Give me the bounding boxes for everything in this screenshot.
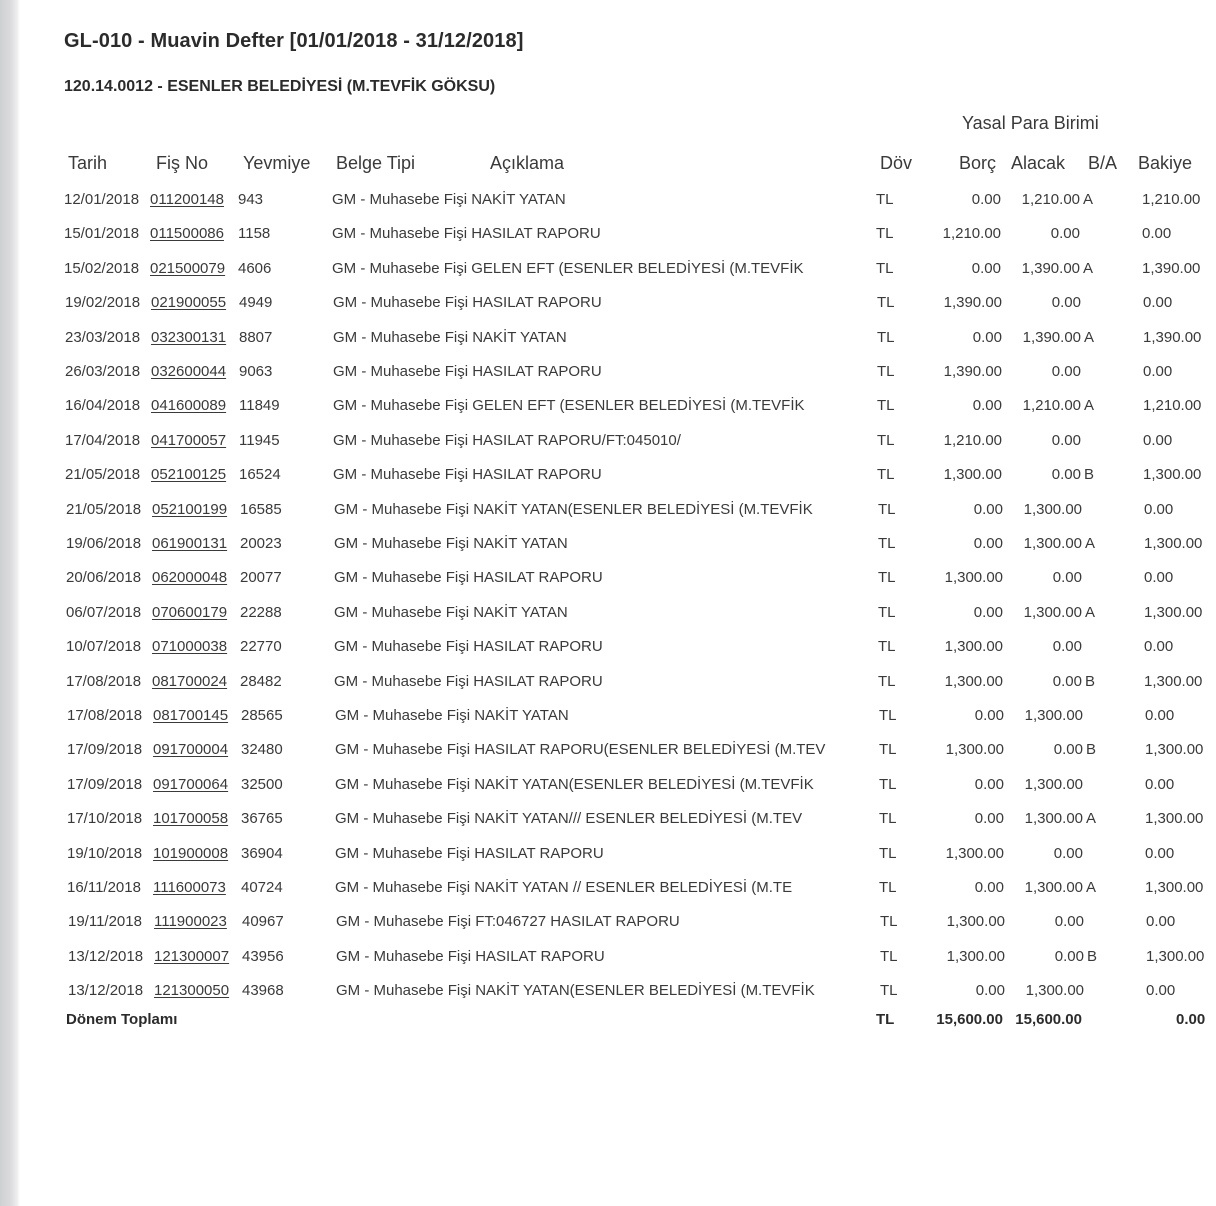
cell-ba: B: [1087, 948, 1098, 965]
table-row: [0, 947, 1205, 981]
cell-borc: 1,390.00: [943, 294, 1002, 311]
cell-aciklama: GM - Muhasebe Fişi NAKİT YATAN(ESENLER BELEDİYESİ (M.TEVFİK: [335, 776, 814, 793]
cell-tarih: 12/01/2018: [64, 191, 140, 208]
cell-yevmiye: 28482: [240, 673, 282, 690]
cell-alacak: 1,390.00: [1022, 329, 1081, 346]
cell-alacak: 0.00: [1054, 948, 1084, 965]
cell-yevmiye: 16585: [240, 501, 282, 518]
cell-yevmiye: 22770: [240, 638, 282, 655]
cell-fis-no[interactable]: 032600044: [151, 363, 227, 380]
cell-ba: A: [1085, 535, 1096, 552]
cell-aciklama: GM - Muhasebe Fişi NAKİT YATAN: [335, 707, 569, 724]
cell-borc: 0.00: [973, 501, 1003, 518]
cell-bakiye: 0.00: [1145, 845, 1175, 862]
cell-yevmiye: 8807: [239, 329, 273, 346]
cell-ba: B: [1085, 673, 1096, 690]
table-row: [0, 431, 1200, 465]
cell-ba: A: [1083, 191, 1094, 208]
cell-bakiye: 0.00: [1144, 501, 1174, 518]
cell-tarih: 13/12/2018: [68, 982, 144, 999]
cell-borc: 0.00: [971, 260, 1001, 277]
cell-bakiye: 0.00: [1146, 982, 1176, 999]
cell-bakiye: 1,300.00: [1144, 673, 1203, 690]
cell-alacak: 0.00: [1052, 638, 1082, 655]
cell-fis-no[interactable]: 041600089: [151, 397, 227, 414]
col-header-aciklama: Açıklama: [490, 153, 565, 173]
cell-tarih: 23/03/2018: [65, 329, 141, 346]
cell-aciklama: GM - Muhasebe Fişi NAKİT YATAN: [332, 191, 566, 208]
cell-tarih: 20/06/2018: [66, 569, 142, 586]
cell-dov: TL: [878, 569, 896, 586]
cell-bakiye: 0.00: [1143, 363, 1173, 380]
cell-fis-no[interactable]: 091700004: [153, 741, 229, 758]
table-row: [0, 568, 1200, 602]
cell-aciklama: GM - Muhasebe Fişi HASILAT RAPORU/FT:045010/: [333, 432, 681, 449]
cell-alacak: 0.00: [1052, 569, 1082, 586]
cell-dov: TL: [878, 604, 896, 621]
cell-dov: TL: [877, 363, 895, 380]
cell-borc: 0.00: [972, 397, 1002, 414]
cell-bakiye: 0.00: [1142, 225, 1172, 242]
period-total-alacak: 15,600.00: [1015, 1011, 1082, 1028]
cell-borc: 1,300.00: [945, 845, 1004, 862]
cell-ba: A: [1084, 397, 1095, 414]
col-header-borc: Borç: [958, 153, 996, 173]
cell-borc: 0.00: [971, 191, 1001, 208]
cell-yevmiye: 43956: [242, 948, 284, 965]
cell-alacak: 0.00: [1051, 363, 1081, 380]
cell-tarih: 17/04/2018: [65, 432, 141, 449]
cell-yevmiye: 32480: [241, 741, 283, 758]
cell-alacak: 1,300.00: [1025, 982, 1084, 999]
cell-yevmiye: 40967: [242, 913, 284, 930]
table-row: [0, 328, 1200, 362]
table-row: [0, 637, 1200, 671]
cell-dov: TL: [876, 191, 894, 208]
cell-ba: A: [1084, 329, 1095, 346]
cell-alacak: 1,300.00: [1023, 535, 1082, 552]
cell-alacak: 0.00: [1050, 225, 1080, 242]
cell-bakiye: 0.00: [1145, 776, 1175, 793]
cell-borc: 1,210.00: [943, 432, 1002, 449]
cell-borc: 1,300.00: [945, 741, 1004, 758]
table-row: [0, 224, 1200, 258]
cell-yevmiye: 4606: [238, 260, 272, 277]
cell-yevmiye: 28565: [241, 707, 283, 724]
col-header-ba: B/A: [1088, 153, 1118, 173]
cell-tarih: 16/04/2018: [65, 397, 141, 414]
cell-aciklama: GM - Muhasebe Fişi HASILAT RAPORU: [336, 948, 605, 965]
cell-yevmiye: 36904: [241, 845, 283, 862]
cell-tarih: 21/05/2018: [66, 501, 142, 518]
cell-yevmiye: 11945: [239, 432, 280, 449]
currency-group-header: Yasal Para Birimi: [962, 113, 1099, 133]
cell-dov: TL: [879, 707, 897, 724]
cell-bakiye: 1,390.00: [1143, 329, 1202, 346]
cell-alacak: 1,390.00: [1021, 260, 1080, 277]
cell-aciklama: GM - Muhasebe Fişi NAKİT YATAN(ESENLER BELEDİYESİ (M.TEVFİK: [334, 501, 813, 518]
period-total-borc: 15,600.00: [936, 1011, 1003, 1028]
cell-tarih: 21/05/2018: [65, 466, 141, 483]
cell-borc: 0.00: [974, 879, 1004, 896]
cell-tarih: 10/07/2018: [66, 638, 142, 655]
table-row: [0, 500, 1200, 534]
cell-borc: 1,300.00: [943, 466, 1002, 483]
cell-dov: TL: [876, 225, 894, 242]
cell-aciklama: GM - Muhasebe Fişi GELEN EFT (ESENLER BELEDİYESİ (M.TEVFİK: [333, 397, 805, 414]
cell-fis-no[interactable]: 121300050: [154, 982, 230, 999]
col-header-alacak: Alacak: [1011, 153, 1066, 173]
cell-fis-no[interactable]: 041700057: [151, 432, 227, 449]
period-total-row: [0, 1010, 1206, 1040]
cell-tarih: 19/02/2018: [65, 294, 141, 311]
cell-bakiye: 0.00: [1144, 569, 1174, 586]
cell-fis-no[interactable]: 062000048: [152, 569, 228, 586]
cell-dov: TL: [878, 535, 896, 552]
table-row: [0, 603, 1203, 637]
cell-alacak: 0.00: [1052, 673, 1082, 690]
cell-fis-no[interactable]: 021500079: [150, 260, 226, 277]
cell-alacak: 1,300.00: [1023, 501, 1082, 518]
cell-borc: 1,300.00: [944, 638, 1003, 655]
cell-dov: TL: [877, 397, 895, 414]
col-header-tarih: Tarih: [68, 153, 108, 173]
col-header-dov: Döv: [880, 153, 913, 173]
cell-aciklama: GM - Muhasebe Fişi NAKİT YATAN: [333, 329, 567, 346]
cell-fis-no[interactable]: 052100199: [152, 501, 228, 518]
cell-aciklama: GM - Muhasebe Fişi HASILAT RAPORU: [333, 294, 602, 311]
table-row: [0, 362, 1200, 396]
cell-aciklama: GM - Muhasebe Fişi FT:046727 HASILAT RAPORU: [336, 913, 680, 930]
cell-dov: TL: [880, 982, 898, 999]
cell-aciklama: GM - Muhasebe Fişi HASILAT RAPORU: [333, 363, 602, 380]
table-row: [0, 844, 1200, 878]
cell-aciklama: GM - Muhasebe Fişi HASILAT RAPORU: [334, 673, 603, 690]
cell-bakiye: 0.00: [1145, 707, 1175, 724]
cell-alacak: 1,300.00: [1023, 604, 1082, 621]
cell-ba: A: [1086, 879, 1097, 896]
table-row: [0, 740, 1204, 774]
cell-tarih: 17/09/2018: [67, 741, 143, 758]
cell-dov: TL: [880, 913, 898, 930]
cell-dov: TL: [879, 776, 897, 793]
table-row: [0, 396, 1200, 430]
cell-fis-no[interactable]: 071000038: [152, 638, 228, 655]
cell-borc: 1,300.00: [944, 569, 1003, 586]
cell-dov: TL: [879, 845, 897, 862]
cell-fis-no[interactable]: 061900131: [152, 535, 228, 552]
cell-dov: TL: [878, 501, 896, 518]
cell-fis-no[interactable]: 111600073: [153, 879, 226, 896]
cell-yevmiye: 20077: [240, 569, 282, 586]
cell-alacak: 1,300.00: [1024, 810, 1083, 827]
cell-fis-no[interactable]: 021900055: [151, 294, 227, 311]
cell-bakiye: 0.00: [1143, 432, 1173, 449]
cell-bakiye: 0.00: [1143, 294, 1173, 311]
cell-alacak: 0.00: [1053, 741, 1083, 758]
col-header-bakiye: Bakiye: [1138, 153, 1193, 173]
cell-dov: TL: [877, 466, 895, 483]
cell-bakiye: 1,300.00: [1146, 948, 1205, 965]
cell-fis-no[interactable]: 101700058: [153, 810, 229, 827]
cell-alacak: 1,300.00: [1024, 776, 1083, 793]
cell-yevmiye: 4949: [239, 294, 273, 311]
cell-bakiye: 1,300.00: [1143, 466, 1202, 483]
cell-tarih: 06/07/2018: [66, 604, 142, 621]
table-row: [0, 293, 1200, 327]
account-title: 120.14.0012 - ESENLER BELEDİYESİ (M.TEVFİK GÖKSU): [64, 78, 496, 95]
cell-fis-no[interactable]: 011500086: [150, 225, 224, 242]
cell-bakiye: 1,300.00: [1144, 535, 1203, 552]
cell-borc: 1,390.00: [943, 363, 1002, 380]
cell-aciklama: GM - Muhasebe Fişi HASILAT RAPORU: [334, 638, 603, 655]
period-total-bakiye: 0.00: [1176, 1011, 1206, 1028]
cell-fis-no[interactable]: 101900008: [153, 845, 229, 862]
cell-fis-no[interactable]: 081700024: [152, 673, 228, 690]
cell-aciklama: GM - Muhasebe Fişi NAKİT YATAN: [334, 604, 568, 621]
cell-aciklama: GM - Muhasebe Fişi NAKİT YATAN: [334, 535, 568, 552]
table-row: [0, 912, 1200, 946]
cell-borc: 0.00: [973, 604, 1003, 621]
cell-alacak: 0.00: [1053, 845, 1083, 862]
cell-aciklama: GM - Muhasebe Fişi HASILAT RAPORU: [332, 225, 601, 242]
cell-dov: TL: [876, 260, 894, 277]
cell-fis-no[interactable]: 052100125: [151, 466, 227, 483]
cell-borc: 0.00: [974, 776, 1004, 793]
cell-dov: TL: [878, 673, 896, 690]
cell-yevmiye: 36765: [241, 810, 283, 827]
cell-dov: TL: [879, 741, 897, 758]
cell-ba: A: [1085, 604, 1096, 621]
table-row: [0, 190, 1200, 224]
cell-bakiye: 1,300.00: [1145, 810, 1204, 827]
cell-fis-no[interactable]: 011200148: [150, 191, 224, 208]
cell-bakiye: 1,210.00: [1143, 397, 1202, 414]
cell-ba: A: [1086, 810, 1097, 827]
cell-aciklama: GM - Muhasebe Fişi NAKİT YATAN(ESENLER BELEDİYESİ (M.TEVFİK: [336, 982, 815, 999]
cell-dov: TL: [879, 879, 897, 896]
cell-ba: B: [1086, 741, 1097, 758]
cell-fis-no[interactable]: 121300007: [154, 948, 230, 965]
cell-borc: 0.00: [975, 982, 1005, 999]
cell-tarih: 13/12/2018: [68, 948, 144, 965]
cell-borc: 1,300.00: [946, 913, 1005, 930]
cell-dov: TL: [878, 638, 896, 655]
cell-bakiye: 1,300.00: [1145, 741, 1204, 758]
report-title: GL-010 - Muavin Defter [01/01/2018 - 31/12/2018]: [64, 30, 524, 52]
cell-borc: 0.00: [974, 810, 1004, 827]
cell-bakiye: 1,210.00: [1142, 191, 1201, 208]
cell-tarih: 17/08/2018: [67, 707, 143, 724]
cell-borc: 0.00: [974, 707, 1004, 724]
cell-fis-no[interactable]: 081700145: [153, 707, 229, 724]
table-row: [0, 809, 1204, 843]
cell-aciklama: GM - Muhasebe Fişi GELEN EFT (ESENLER BELEDİYESİ (M.TEVFİK: [332, 260, 804, 277]
cell-yevmiye: 943: [238, 191, 264, 208]
cell-aciklama: GM - Muhasebe Fişi HASILAT RAPORU: [333, 466, 602, 483]
cell-fis-no[interactable]: 111900023: [154, 913, 227, 930]
cell-dov: TL: [879, 810, 897, 827]
cell-yevmiye: 16524: [239, 466, 281, 483]
col-header-fis-no: Fiş No: [156, 153, 209, 173]
cell-fis-no[interactable]: 032300131: [151, 329, 227, 346]
cell-ba: B: [1084, 466, 1095, 483]
cell-aciklama: GM - Muhasebe Fişi HASILAT RAPORU: [335, 845, 604, 862]
cell-borc: 0.00: [973, 535, 1003, 552]
cell-tarih: 17/08/2018: [66, 673, 142, 690]
cell-bakiye: 1,300.00: [1145, 879, 1204, 896]
cell-aciklama: GM - Muhasebe Fişi HASILAT RAPORU: [334, 569, 603, 586]
cell-bakiye: 1,390.00: [1142, 260, 1201, 277]
cell-dov: TL: [877, 432, 895, 449]
cell-tarih: 26/03/2018: [65, 363, 141, 380]
cell-yevmiye: 1158: [238, 225, 271, 242]
table-row: [0, 259, 1200, 293]
cell-yevmiye: 40724: [241, 879, 283, 896]
cell-fis-no[interactable]: 070600179: [152, 604, 228, 621]
col-header-belge-tipi: Belge Tipi: [336, 153, 416, 173]
cell-tarih: 19/06/2018: [66, 535, 142, 552]
cell-dov: TL: [877, 294, 895, 311]
cell-fis-no[interactable]: 091700064: [153, 776, 229, 793]
cell-aciklama: GM - Muhasebe Fişi NAKİT YATAN // ESENLER BELEDİYESİ (M.TE: [335, 879, 793, 896]
table-row: [0, 465, 1200, 499]
col-header-yevmiye: Yevmiye: [243, 153, 311, 173]
cell-bakiye: 0.00: [1144, 638, 1174, 655]
cell-aciklama: GM - Muhasebe Fişi NAKİT YATAN/// ESENLER BELEDİYESİ (M.TEV: [335, 810, 803, 827]
cell-alacak: 1,300.00: [1024, 707, 1083, 724]
cell-yevmiye: 9063: [239, 363, 273, 380]
cell-alacak: 0.00: [1051, 294, 1081, 311]
cell-tarih: 15/02/2018: [64, 260, 140, 277]
cell-alacak: 0.00: [1054, 913, 1084, 930]
cell-tarih: 19/11/2018: [68, 913, 142, 930]
period-total-currency: TL: [876, 1011, 895, 1028]
cell-tarih: 17/09/2018: [67, 776, 143, 793]
cell-borc: 1,300.00: [944, 673, 1003, 690]
cell-aciklama: GM - Muhasebe Fişi HASILAT RAPORU(ESENLER BELEDİYESİ (M.TEV: [335, 741, 826, 758]
table-row: [0, 878, 1204, 912]
cell-alacak: 1,210.00: [1022, 397, 1081, 414]
table-row: [0, 775, 1200, 809]
cell-bakiye: 0.00: [1146, 913, 1176, 930]
table-row: [0, 706, 1200, 740]
table-row: [0, 672, 1203, 706]
cell-dov: TL: [877, 329, 895, 346]
cell-alacak: 0.00: [1051, 432, 1081, 449]
period-total-label: Dönem Toplamı: [66, 1011, 178, 1028]
cell-yevmiye: 32500: [241, 776, 283, 793]
cell-alacak: 1,210.00: [1021, 191, 1080, 208]
cell-alacak: 0.00: [1051, 466, 1081, 483]
cell-borc: 1,300.00: [946, 948, 1005, 965]
cell-ba: A: [1083, 260, 1094, 277]
cell-tarih: 16/11/2018: [67, 879, 141, 896]
cell-yevmiye: 22288: [240, 604, 282, 621]
cell-tarih: 15/01/2018: [64, 225, 140, 242]
cell-borc: 1,210.00: [942, 225, 1001, 242]
cell-dov: TL: [880, 948, 898, 965]
cell-yevmiye: 11849: [239, 397, 280, 414]
cell-yevmiye: 20023: [240, 535, 282, 552]
cell-yevmiye: 43968: [242, 982, 284, 999]
cell-tarih: 17/10/2018: [67, 810, 143, 827]
cell-bakiye: 1,300.00: [1144, 604, 1203, 621]
table-row: [0, 534, 1203, 568]
cell-tarih: 19/10/2018: [67, 845, 143, 862]
cell-borc: 0.00: [972, 329, 1002, 346]
cell-alacak: 1,300.00: [1024, 879, 1083, 896]
